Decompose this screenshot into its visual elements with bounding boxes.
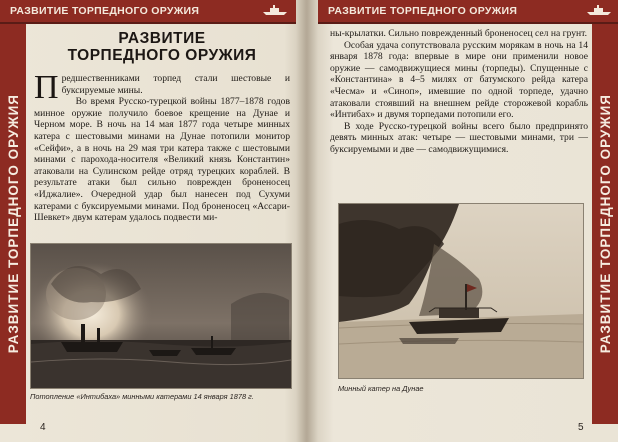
torpedo-boat-photo-image [339,204,583,378]
left-page-column [34,30,290,224]
ship-icon [586,4,612,16]
paragraph-intro [34,69,290,106]
battle-illustration [30,243,292,389]
page-number-right: 5 [578,422,584,433]
paragraph-intro-text: редшественниками торпед стали шестовые и буксируемые мины. [61,73,290,96]
dropcap-letter: П [34,69,59,106]
page-title [34,30,290,64]
battle-illustration-image [31,244,291,388]
figure-caption-right: Минный катер на Дунае [338,384,424,393]
side-tab-left-label: РАЗВИТИЕ ТОРПЕДНОГО ОРУЖИЯ [5,94,21,354]
page-title-line1: РАЗВИТИЕ [118,30,206,47]
figure-caption-left: Потопление «Интибаха» минными катерами 14 января 1878 г. [30,392,254,401]
left-page-body [34,69,290,224]
running-header-right [318,0,618,22]
running-header-left [0,0,296,22]
paragraph-continued: ны-крылатки. Сильно поврежденный броненосец сел на грунт. [330,28,588,39]
running-header-right-text: РАЗВИТИЕ ТОРПЕДНОГО ОРУЖИЯ [328,5,518,17]
torpedo-boat-photo [338,203,584,379]
running-header-left-text: РАЗВИТИЕ ТОРПЕДНОГО ОРУЖИЯ [10,5,200,17]
right-page-column [330,28,588,156]
right-page-body [330,28,588,156]
header-rule-left [0,22,296,24]
paragraph-war: Во время Русско-турецкой войны 1877–1878 годов минное оружие получило боевое крещение на Дунае и Черном море. В ночь на 14 мая 1877 года четыре минных катера с шестовыми минами на Дунае потопили монитор «Сейфи», а в ночь на 29 мая три катера также с шестовыми минами с парохода-носителя «Великий князь Константин» атаковали на Сулинском рейде отряд турецких кораблей. В результате атаки был сильно поврежден броненосец «Иджалие». Очередной удар был нанесен под Сухуми катерами с буксируемыми минами. Под броненосец «Ассари-Шевкет» двум катерам удалось подвести ми- [34,96,290,224]
side-tab-right-label: РАЗВИТИЕ ТОРПЕДНОГО ОРУЖИЯ [597,94,613,354]
ship-icon [262,4,288,16]
book-gutter [296,0,318,442]
page-title-line2: ТОРПЕДНОГО ОРУЖИЯ [67,47,257,64]
side-tab-right [592,24,618,424]
paragraph-summary: В ходе Русско-турецкой войны всего было предпринято девять минных атак: четыре — шестовыми минами, три — буксируемыми и две — самодвижущимися. [330,120,588,155]
header-rule-right [318,22,618,24]
side-tab-left [0,24,26,424]
page-number-left: 4 [40,422,46,433]
paragraph-torpedo-attack: Особая удача сопутствовала русским морякам в ночь на 14 января 1878 года: впервые в мире они применили новое оружие — самодвижущиеся мины (торпеды). Спущенные с «Константина» в 4–5 милях от батумского рейда катера «Чесма» и «Синоп», имевшие по одной торпеде, удачно атаковали стоявший на внешнем рейде сторожевой корабль «Интибах» и двумя торпедами потопили его. [330,39,588,121]
